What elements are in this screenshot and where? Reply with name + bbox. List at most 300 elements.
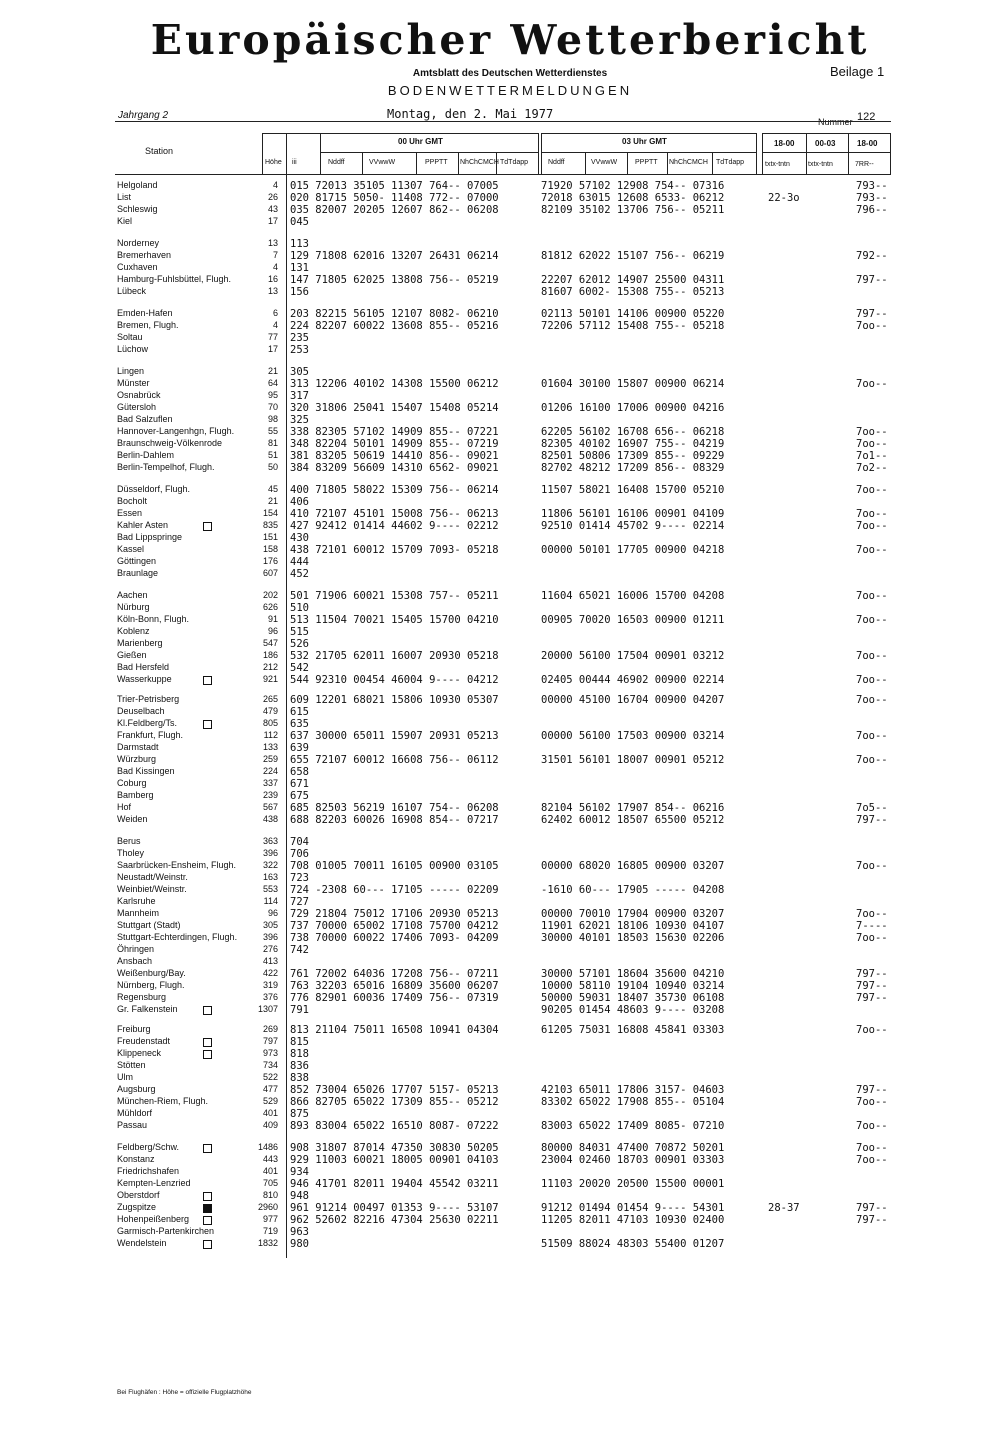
obs-03-gmt: 61205 75031 16808 45841 03303 <box>541 1024 725 1036</box>
station-height: 626 <box>262 602 278 612</box>
station-name: Frankfurt, Flugh. <box>117 730 184 740</box>
station-height: 1832 <box>257 1238 278 1248</box>
station-name: Essen <box>117 508 143 518</box>
precipitation: 797-- <box>856 980 888 992</box>
obs-00-gmt: 838 <box>290 1072 309 1084</box>
obs-00-gmt: 763 32203 65016 16809 35600 06207 <box>290 980 499 992</box>
obs-03-gmt: 02405 00444 46902 00900 02214 <box>541 674 725 686</box>
precipitation: 7oo-- <box>856 860 888 872</box>
precipitation: 7oo-- <box>856 320 888 332</box>
obs-00-gmt: 908 31807 87014 47350 30830 50205 <box>290 1142 499 1154</box>
hdr-group-03: 03 Uhr GMT <box>622 137 667 146</box>
jahrgang-label: Jahrgang 2 <box>118 110 169 121</box>
hdr-ppptt-03: PPPTT <box>635 159 658 166</box>
obs-03-gmt: -1610 60--- 17905 ----- 04208 <box>541 884 725 896</box>
station-name: Kl.Feldberg/Ts. <box>117 718 178 728</box>
obs-00-gmt: 131 <box>290 262 309 274</box>
station-name: Mannheim <box>117 908 160 918</box>
hdr-line <box>541 133 756 134</box>
hdr-vline <box>890 133 891 174</box>
obs-03-gmt: 90205 01454 48603 9---- 03208 <box>541 1004 725 1016</box>
station-height: 186 <box>262 650 278 660</box>
precipitation: 7oo-- <box>856 754 888 766</box>
station-height: 176 <box>262 556 278 566</box>
obs-03-gmt: 30000 40101 18503 15630 02206 <box>541 932 725 944</box>
obs-00-gmt: 658 <box>290 766 309 778</box>
issue-number: 122 <box>857 111 876 123</box>
obs-00-gmt: 675 <box>290 790 309 802</box>
station-name: Berlin-Dahlem <box>117 450 175 460</box>
obs-00-gmt: 704 <box>290 836 309 848</box>
station-height: 401 <box>262 1166 278 1176</box>
station-name: Norderney <box>117 238 160 248</box>
hdr-line <box>262 133 538 134</box>
hdr-vvwww: VVwwW <box>369 159 396 166</box>
station-name: Gr. Falkenstein <box>117 1004 178 1014</box>
obs-00-gmt: 020 81715 5050- 11408 772-- 07000 <box>290 192 499 204</box>
station-height: 322 <box>262 860 278 870</box>
precipitation: 7oo-- <box>856 590 888 602</box>
obs-00-gmt: 815 <box>290 1036 309 1048</box>
obs-00-gmt: 635 <box>290 718 309 730</box>
station-height: 977 <box>262 1214 278 1224</box>
obs-00-gmt: 948 <box>290 1190 309 1202</box>
station-name: Hannover-Langenhgn, Flugh. <box>117 426 235 436</box>
precipitation: 7oo-- <box>856 508 888 520</box>
hdr-line <box>762 133 890 134</box>
station-height: 13 <box>267 238 278 248</box>
obs-00-gmt: 325 <box>290 414 309 426</box>
obs-00-gmt: 615 <box>290 706 309 718</box>
station-height: 51 <box>267 450 278 460</box>
obs-00-gmt: 381 83205 50619 14410 856-- 09021 <box>290 450 499 462</box>
station-name: Emden-Hafen <box>117 308 173 318</box>
hdr-group-00: 00 Uhr GMT <box>398 137 443 146</box>
obs-00-gmt: 320 31806 25041 15407 15408 05214 <box>290 402 499 414</box>
obs-00-gmt: 035 82007 20205 12607 862-- 06208 <box>290 204 499 216</box>
section-title: BODENWETTERMELDUNGEN <box>387 83 633 98</box>
station-height: 4 <box>272 320 278 330</box>
obs-00-gmt: 685 82503 56219 16107 754-- 06208 <box>290 802 499 814</box>
obs-03-gmt: 01604 30100 15807 00900 06214 <box>541 378 725 390</box>
station-name: Bad Hersfeld <box>117 662 170 672</box>
obs-03-gmt: 00000 50101 17705 00900 04218 <box>541 544 725 556</box>
hdr-vline <box>538 133 539 174</box>
hdr-station: Station <box>145 146 174 156</box>
precipitation: 797-- <box>856 992 888 1004</box>
precipitation: 7---- <box>856 920 888 932</box>
station-name: Soltau <box>117 332 143 342</box>
obs-00-gmt: 655 72107 60012 16608 756-- 06112 <box>290 754 499 766</box>
open-square-icon <box>203 676 212 685</box>
obs-00-gmt: 452 <box>290 568 309 580</box>
footnote: Bei Flughäfen : Höhe = offizielle Flugplatzhöhe <box>117 1389 252 1396</box>
obs-03-gmt: 72206 57112 15408 755-- 05218 <box>541 320 725 332</box>
precipitation: 7oo-- <box>856 1120 888 1132</box>
station-height: 422 <box>262 968 278 978</box>
station-height: 529 <box>262 1096 278 1106</box>
station-name: Trier-Petrisberg <box>117 694 180 704</box>
station-name: Gießen <box>117 650 147 660</box>
station-name: Osnabrück <box>117 390 161 400</box>
obs-03-gmt: 31501 56101 18007 00901 05212 <box>541 754 725 766</box>
page-title: Europäischer Wetterbericht <box>150 16 870 64</box>
obs-03-gmt: 30000 57101 18604 35600 04210 <box>541 968 725 980</box>
precipitation: 7oo-- <box>856 614 888 626</box>
station-name: Düsseldorf, Flugh. <box>117 484 191 494</box>
hdr-bottom-line <box>115 174 891 175</box>
station-height: 17 <box>267 344 278 354</box>
station-name: Freudenstadt <box>117 1036 171 1046</box>
hdr-vline <box>585 152 586 174</box>
obs-03-gmt: 80000 84031 47400 70872 50201 <box>541 1142 725 1154</box>
precipitation: 7o5-- <box>856 802 888 814</box>
station-height: 114 <box>263 896 278 906</box>
obs-00-gmt: 317 <box>290 390 309 402</box>
obs-00-gmt: 542 <box>290 662 309 674</box>
obs-00-gmt: 962 52602 82216 47304 25630 02211 <box>290 1214 499 1226</box>
obs-00-gmt: 639 <box>290 742 309 754</box>
station-name: Nürnberg, Flugh. <box>117 980 185 990</box>
station-height: 477 <box>262 1084 278 1094</box>
station-name: Zugspitze <box>117 1202 157 1212</box>
station-height: 413 <box>262 956 278 966</box>
precipitation: 7oo-- <box>856 544 888 556</box>
precipitation: 797-- <box>856 1214 888 1226</box>
station-height: 797 <box>262 1036 278 1046</box>
precipitation: 797-- <box>856 968 888 980</box>
obs-00-gmt: 776 82901 60036 17409 756-- 07319 <box>290 992 499 1004</box>
filled-square-icon <box>203 1204 212 1213</box>
station-name: Deuselbach <box>117 706 165 716</box>
precipitation: 797-- <box>856 274 888 286</box>
station-height: 95 <box>267 390 278 400</box>
station-height: 96 <box>267 908 278 918</box>
station-name: Gütersloh <box>117 402 157 412</box>
station-name: Bremen, Flugh. <box>117 320 179 330</box>
station-name: Neustadt/Weinstr. <box>117 872 188 882</box>
station-name: Würzburg <box>117 754 157 764</box>
obs-00-gmt: 818 <box>290 1048 309 1060</box>
station-name: Hamburg-Fuhlsbüttel, Flugh. <box>117 274 232 284</box>
station-height: 91 <box>267 614 278 624</box>
precipitation: 7oo-- <box>856 674 888 686</box>
obs-00-gmt: 501 71906 60021 15308 757-- 05211 <box>290 590 499 602</box>
precipitation: 797-- <box>856 308 888 320</box>
precipitation: 792-- <box>856 250 888 262</box>
temp-extremes: 22-3o <box>768 192 800 204</box>
station-height: 396 <box>262 932 278 942</box>
hdr-vline <box>262 133 263 174</box>
station-name: Konstanz <box>117 1154 155 1164</box>
station-name: Garmisch-Partenkirchen <box>117 1226 215 1236</box>
hdr-hoehe: Höhe <box>265 159 282 166</box>
open-square-icon <box>203 720 212 729</box>
hdr-line <box>541 152 756 153</box>
open-square-icon <box>203 1240 212 1249</box>
hdr-vline <box>712 152 713 174</box>
obs-03-gmt: 82305 40102 16907 755-- 04219 <box>541 438 725 450</box>
obs-00-gmt: 813 21104 75011 16508 10941 04304 <box>290 1024 499 1036</box>
precipitation: 7o2-- <box>856 462 888 474</box>
obs-00-gmt: 400 71805 58022 15309 756-- 06214 <box>290 484 499 496</box>
open-square-icon <box>203 1144 212 1153</box>
station-name: Bad Salzuflen <box>117 414 173 424</box>
obs-00-gmt: 235 <box>290 332 309 344</box>
precipitation: 797-- <box>856 1202 888 1214</box>
obs-03-gmt: 72018 63015 12608 6533- 06212 <box>541 192 725 204</box>
obs-00-gmt: 671 <box>290 778 309 790</box>
station-name: Ulm <box>117 1072 133 1082</box>
station-height: 259 <box>262 754 278 764</box>
station-name: Lüchow <box>117 344 149 354</box>
station-name: Passau <box>117 1120 148 1130</box>
precipitation: 7oo-- <box>856 1142 888 1154</box>
precipitation: 7oo-- <box>856 730 888 742</box>
obs-00-gmt: 384 83209 56609 14310 6562- 09021 <box>290 462 499 474</box>
obs-03-gmt: 11205 82011 47103 10930 02400 <box>541 1214 725 1226</box>
station-name: Mühldorf <box>117 1108 153 1118</box>
station-name: Bamberg <box>117 790 154 800</box>
station-height: 276 <box>262 944 278 954</box>
station-name: München-Riem, Flugh. <box>117 1096 209 1106</box>
obs-03-gmt: 22207 62012 14907 25500 04311 <box>541 274 725 286</box>
obs-03-gmt: 00000 68020 16805 00900 03207 <box>541 860 725 872</box>
precipitation: 7oo-- <box>856 932 888 944</box>
open-square-icon <box>203 1006 212 1015</box>
obs-00-gmt: 510 <box>290 602 309 614</box>
station-height: 81 <box>267 438 278 448</box>
obs-03-gmt: 71920 57102 12908 754-- 07316 <box>541 180 725 192</box>
obs-03-gmt: 11604 65021 16006 15700 04208 <box>541 590 725 602</box>
station-height: 305 <box>262 920 278 930</box>
obs-00-gmt: 738 70000 60022 17406 7093- 04209 <box>290 932 499 944</box>
station-name: Regensburg <box>117 992 167 1002</box>
station-height: 607 <box>262 568 278 578</box>
obs-00-gmt: 946 41701 82011 19404 45542 03211 <box>290 1178 499 1190</box>
station-name: Wendelstein <box>117 1238 167 1248</box>
station-name: Stuttgart-Echterdingen, Flugh. <box>117 932 238 942</box>
station-height: 163 <box>262 872 278 882</box>
hdr-period-1: 18-00 <box>774 139 795 148</box>
hdr-vline <box>667 152 668 174</box>
station-name: Hof <box>117 802 132 812</box>
obs-00-gmt: 791 <box>290 1004 309 1016</box>
station-height: 64 <box>267 378 278 388</box>
hdr-vline <box>541 133 542 174</box>
obs-03-gmt: 00000 56100 17503 00900 03214 <box>541 730 725 742</box>
obs-03-gmt: 11806 56101 16106 00901 04109 <box>541 508 725 520</box>
station-name: Klippeneck <box>117 1048 162 1058</box>
hdr-vline <box>848 133 849 174</box>
hdr-vline <box>806 133 807 174</box>
obs-03-gmt: 11901 62021 18106 10930 04107 <box>541 920 725 932</box>
hdr-vline <box>627 152 628 174</box>
hdr-rr: 7RR-- <box>855 161 874 168</box>
obs-03-gmt: 81607 6002- 15308 755-- 05213 <box>541 286 725 298</box>
station-height: 16 <box>267 274 278 284</box>
station-name: Kiel <box>117 216 133 226</box>
station-name: Kempten-Lenzried <box>117 1178 191 1188</box>
obs-03-gmt: 92510 01414 45702 9---- 02214 <box>541 520 725 532</box>
station-name: Braunlage <box>117 568 159 578</box>
station-height: 13 <box>267 286 278 296</box>
station-name: Friedrichshafen <box>117 1166 180 1176</box>
station-height: 921 <box>262 674 278 684</box>
station-name: Bad Lippspringe <box>117 532 183 542</box>
station-height: 202 <box>262 590 278 600</box>
hdr-tdtd-03: TdTdapp <box>716 159 745 166</box>
station-height: 547 <box>262 638 278 648</box>
station-height: 810 <box>262 1190 278 1200</box>
obs-00-gmt: 761 72002 64036 17208 756-- 07211 <box>290 968 499 980</box>
station-name: Köln-Bonn, Flugh. <box>117 614 190 624</box>
obs-00-gmt: 980 <box>290 1238 309 1250</box>
precipitation: 793-- <box>856 192 888 204</box>
hdr-nhch-03: NhChCMCH <box>669 159 708 166</box>
station-name: Nürburg <box>117 602 150 612</box>
station-height: 805 <box>262 718 278 728</box>
obs-00-gmt: 203 82215 56105 12107 8082- 06210 <box>290 308 499 320</box>
obs-03-gmt: 00000 70010 17904 00900 03207 <box>541 908 725 920</box>
hdr-ppptt: PPPTT <box>425 159 448 166</box>
precipitation: 7oo-- <box>856 694 888 706</box>
table-vline <box>286 133 287 1258</box>
open-square-icon <box>203 1050 212 1059</box>
station-height: 409 <box>262 1120 278 1130</box>
obs-03-gmt: 11507 58021 16408 15700 05210 <box>541 484 725 496</box>
obs-03-gmt: 23004 02460 18703 00901 03303 <box>541 1154 725 1166</box>
hdr-line <box>762 152 890 153</box>
obs-00-gmt: 706 <box>290 848 309 860</box>
precipitation: 7oo-- <box>856 426 888 438</box>
issue-date: Montag, den 2. Mai 1977 <box>387 107 554 121</box>
obs-00-gmt: 637 30000 65011 15907 20931 05213 <box>290 730 499 742</box>
obs-00-gmt: 338 82305 57102 14909 855-- 07221 <box>290 426 499 438</box>
hdr-nhch: NhChCMCH <box>460 159 499 166</box>
station-height: 705 <box>262 1178 278 1188</box>
station-name: Münster <box>117 378 150 388</box>
beilage-label: Beilage 1 <box>830 64 885 79</box>
station-height: 112 <box>263 730 278 740</box>
station-height: 973 <box>262 1048 278 1058</box>
station-height: 269 <box>262 1024 278 1034</box>
obs-00-gmt: 866 82705 65022 17309 855-- 05212 <box>290 1096 499 1108</box>
obs-00-gmt: 723 <box>290 872 309 884</box>
station-height: 55 <box>267 426 278 436</box>
obs-03-gmt: 51509 88024 48303 55400 01207 <box>541 1238 725 1250</box>
obs-00-gmt: 129 71808 62016 13207 26431 06214 <box>290 250 499 262</box>
station-height: 21 <box>267 496 278 506</box>
obs-03-gmt: 91212 01494 01454 9---- 54301 <box>541 1202 725 1214</box>
station-name: Stuttgart (Stadt) <box>117 920 181 930</box>
obs-00-gmt: 934 <box>290 1166 309 1178</box>
station-name: Tholey <box>117 848 145 858</box>
obs-00-gmt: 045 <box>290 216 309 228</box>
page-subtitle: Amtsblatt des Deutschen Wetterdienstes <box>412 68 608 79</box>
obs-00-gmt: 729 21804 75012 17106 20930 05213 <box>290 908 499 920</box>
station-height: 401 <box>262 1108 278 1118</box>
obs-00-gmt: 147 71805 62025 13808 756-- 05219 <box>290 274 499 286</box>
obs-00-gmt: 742 <box>290 944 309 956</box>
station-height: 154 <box>262 508 278 518</box>
obs-00-gmt: 253 <box>290 344 309 356</box>
station-height: 2960 <box>257 1202 278 1212</box>
obs-00-gmt: 113 <box>290 238 309 250</box>
station-name: Saarbrücken-Ensheim, Flugh. <box>117 860 237 870</box>
obs-00-gmt: 305 <box>290 366 309 378</box>
station-height: 70 <box>267 402 278 412</box>
obs-00-gmt: 427 92412 01414 44602 9---- 02212 <box>290 520 499 532</box>
obs-00-gmt: 836 <box>290 1060 309 1072</box>
hdr-vline <box>320 133 321 174</box>
station-name: Feldberg/Schw. <box>117 1142 180 1152</box>
station-name: Helgoland <box>117 180 158 190</box>
station-height: 1307 <box>257 1004 278 1014</box>
station-name: Koblenz <box>117 626 150 636</box>
station-height: 224 <box>262 766 278 776</box>
station-name: Cuxhaven <box>117 262 158 272</box>
precipitation: 797-- <box>856 1084 888 1096</box>
station-height: 376 <box>262 992 278 1002</box>
station-name: Karlsruhe <box>117 896 156 906</box>
obs-00-gmt: 609 12201 68021 15806 10930 05307 <box>290 694 499 706</box>
hdr-vline <box>756 133 757 174</box>
station-height: 553 <box>262 884 278 894</box>
station-height: 265 <box>262 694 278 704</box>
station-name: Lübeck <box>117 286 147 296</box>
station-name: Lingen <box>117 366 145 376</box>
station-name: Bremerhaven <box>117 250 172 260</box>
hdr-vvwww-03: VVwwW <box>591 159 618 166</box>
station-height: 43 <box>267 204 278 214</box>
obs-00-gmt: 961 91214 00497 01353 9---- 53107 <box>290 1202 499 1214</box>
obs-03-gmt: 82109 35102 13706 756-- 05211 <box>541 204 725 216</box>
obs-03-gmt: 20000 56100 17504 00901 03212 <box>541 650 725 662</box>
obs-00-gmt: 015 72013 35105 11307 764-- 07005 <box>290 180 499 192</box>
obs-00-gmt: 444 <box>290 556 309 568</box>
station-height: 17 <box>267 216 278 226</box>
obs-00-gmt: 893 83004 65022 16510 8087- 07222 <box>290 1120 499 1132</box>
hdr-period-3: 18-00 <box>857 139 878 148</box>
station-name: Weiden <box>117 814 148 824</box>
station-height: 438 <box>262 814 278 824</box>
station-height: 212 <box>262 662 278 672</box>
station-height: 6 <box>272 308 278 318</box>
station-name: Darmstadt <box>117 742 159 752</box>
hdr-tx-2: txtx-tntn <box>808 161 833 168</box>
obs-03-gmt: 11103 20020 20500 15500 00001 <box>541 1178 725 1190</box>
station-name: Stötten <box>117 1060 146 1070</box>
hdr-vline <box>416 152 417 174</box>
obs-03-gmt: 82702 48212 17209 856-- 08329 <box>541 462 725 474</box>
station-height: 151 <box>262 532 278 542</box>
obs-00-gmt: 688 82203 60026 16908 854-- 07217 <box>290 814 499 826</box>
obs-03-gmt: 42103 65011 17806 3157- 04603 <box>541 1084 725 1096</box>
obs-03-gmt: 01206 16100 17006 00900 04216 <box>541 402 725 414</box>
precipitation: 7oo-- <box>856 484 888 496</box>
temp-extremes: 28-37 <box>768 1202 800 1214</box>
obs-00-gmt: 532 21705 62011 16007 20930 05218 <box>290 650 499 662</box>
open-square-icon <box>203 1192 212 1201</box>
hdr-period-2: 00-03 <box>815 139 836 148</box>
obs-00-gmt: 430 <box>290 532 309 544</box>
station-name: Berus <box>117 836 141 846</box>
obs-00-gmt: 313 12206 40102 14308 15500 06212 <box>290 378 499 390</box>
station-height: 50 <box>267 462 278 472</box>
station-height: 835 <box>262 520 278 530</box>
station-height: 363 <box>262 836 278 846</box>
